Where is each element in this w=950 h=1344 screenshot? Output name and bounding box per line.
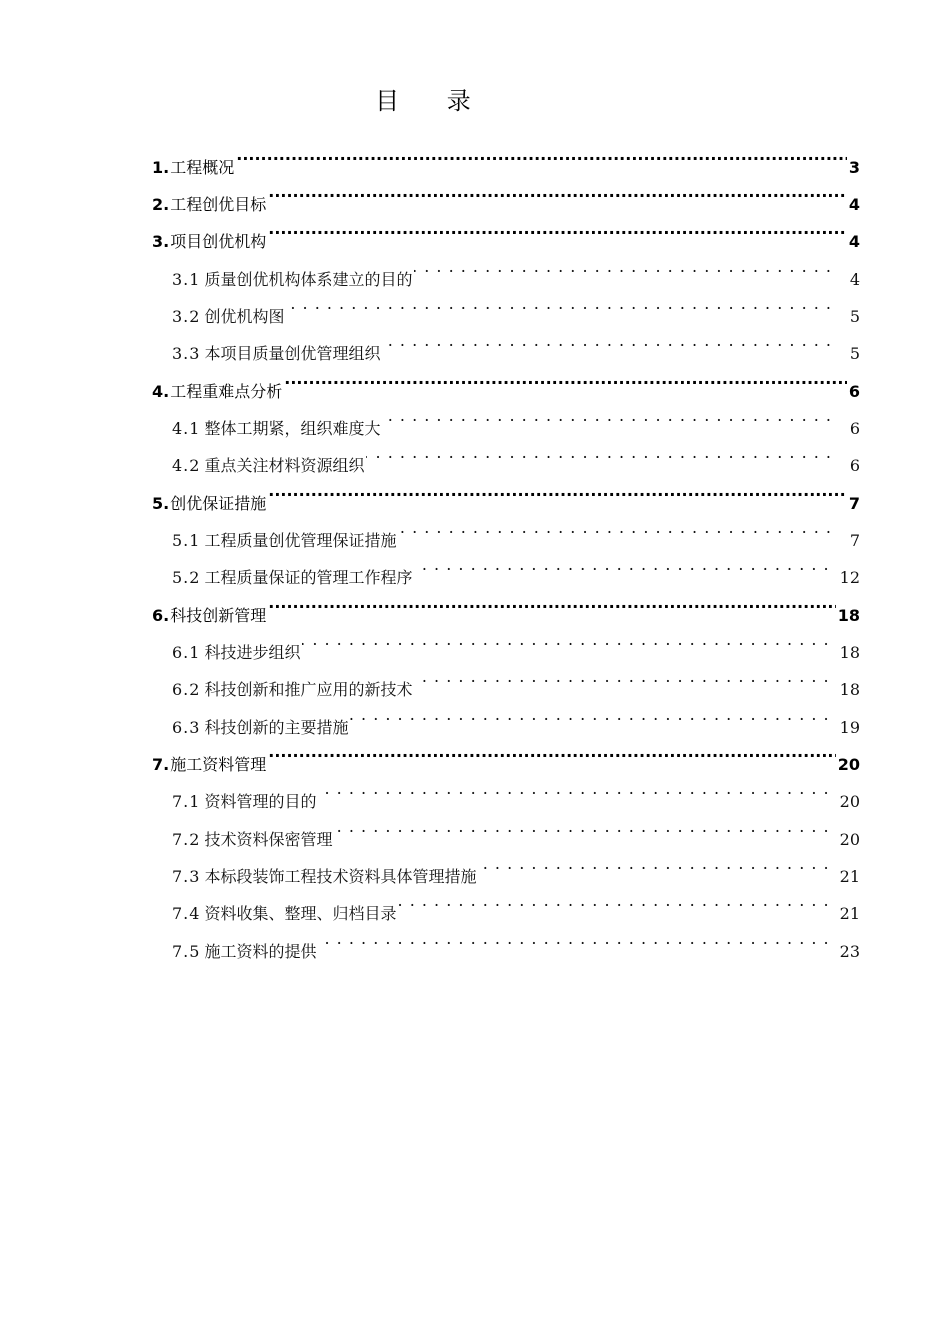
dot-leader bbox=[382, 322, 832, 359]
toc-entry-number: 6.2 bbox=[172, 680, 201, 699]
toc-entry-page: 20 bbox=[837, 755, 860, 774]
dot-leader bbox=[284, 360, 847, 397]
dot-leader bbox=[268, 584, 836, 621]
toc-entry-4[interactable] bbox=[152, 360, 860, 401]
toc-entry-label: 施工资料管理 bbox=[170, 755, 267, 774]
toc-entry-number: 7.5 bbox=[172, 942, 201, 961]
toc-entry-label: 科技进步组织 bbox=[204, 643, 301, 662]
toc-entry-number: 7.4 bbox=[172, 904, 201, 923]
dot-leader bbox=[318, 920, 829, 957]
toc-entry-7-4[interactable] bbox=[172, 882, 860, 923]
dot-leader bbox=[268, 472, 847, 509]
toc-entry-label: 创优保证措施 bbox=[170, 494, 267, 513]
toc-entry-number: 7.1 bbox=[172, 792, 201, 811]
toc-entry-6-1[interactable] bbox=[172, 621, 860, 662]
toc-entry-page: 6 bbox=[848, 382, 860, 401]
toc-entry-label: 质量创优机构体系建立的目的 bbox=[204, 270, 413, 289]
toc-entry-6-3[interactable] bbox=[172, 696, 860, 737]
toc-entry-number: 1. bbox=[152, 158, 170, 177]
toc-entry-number: 3.1 bbox=[172, 270, 201, 289]
dot-leader bbox=[414, 248, 832, 285]
toc-entry-page: 6 bbox=[849, 456, 860, 475]
toc-entry-page: 18 bbox=[839, 643, 860, 662]
dot-leader bbox=[478, 845, 829, 882]
toc-entry-page: 3 bbox=[848, 158, 860, 177]
toc-entry-label: 整体工期紧，组织难度大 bbox=[204, 419, 381, 438]
toc-entry-label: 工程重难点分析 bbox=[170, 382, 283, 401]
toc-entry-label: 项目创优机构 bbox=[170, 232, 267, 251]
toc-entry-1[interactable] bbox=[152, 136, 860, 177]
dot-leader bbox=[318, 770, 829, 807]
toc-entry-number: 2. bbox=[152, 195, 170, 214]
toc-entry-7-2[interactable] bbox=[172, 808, 860, 849]
toc-entry-page: 19 bbox=[839, 718, 860, 737]
toc-entry-page: 21 bbox=[839, 904, 860, 923]
toc-entry-label: 资料管理的目的 bbox=[204, 792, 317, 811]
toc-entry-label: 本项目质量创优管理组织 bbox=[204, 344, 381, 363]
toc-entry-5-1[interactable] bbox=[172, 509, 860, 550]
toc-entry-number: 6. bbox=[152, 606, 170, 625]
toc-entry-2[interactable] bbox=[152, 173, 860, 214]
toc-entry-label: 资料收集、整理、归档目录 bbox=[204, 904, 397, 923]
dot-leader bbox=[382, 397, 832, 434]
toc-entry-number: 7.2 bbox=[172, 830, 201, 849]
dot-leader bbox=[268, 173, 847, 210]
toc-entry-number: 6.3 bbox=[172, 718, 201, 737]
toc-entry-7-1[interactable] bbox=[172, 770, 860, 811]
toc-entry-4-1[interactable] bbox=[172, 397, 860, 438]
toc-entry-label: 创优机构图 bbox=[204, 307, 285, 326]
toc-entry-page: 7 bbox=[848, 494, 860, 513]
dot-leader bbox=[366, 434, 832, 471]
dot-leader bbox=[350, 696, 829, 733]
toc-entry-number: 3.2 bbox=[172, 307, 201, 326]
toc-entry-number: 5.2 bbox=[172, 568, 201, 587]
toc-entry-6-2[interactable] bbox=[172, 658, 860, 699]
toc-entry-3[interactable] bbox=[152, 210, 860, 251]
toc-entry-7[interactable] bbox=[152, 733, 860, 774]
toc-entry-3-2[interactable] bbox=[172, 285, 860, 326]
toc-entry-number: 5. bbox=[152, 494, 170, 513]
toc-entry-7-3[interactable] bbox=[172, 845, 860, 886]
toc-entry-4-2[interactable] bbox=[172, 434, 860, 475]
toc-entry-page: 20 bbox=[839, 830, 860, 849]
page-title: 目 录 bbox=[375, 87, 491, 115]
toc-entry-number: 4. bbox=[152, 382, 170, 401]
toc-entry-page: 5 bbox=[849, 307, 860, 326]
dot-leader bbox=[236, 136, 847, 173]
toc-entry-page: 23 bbox=[839, 942, 860, 961]
toc-entry-label: 科技创新和推广应用的新技术 bbox=[204, 680, 413, 699]
toc-entry-number: 7.3 bbox=[172, 867, 201, 886]
dot-leader bbox=[414, 546, 829, 583]
toc-entry-label: 工程创优目标 bbox=[170, 195, 267, 214]
dot-leader bbox=[268, 733, 836, 770]
toc-entry-label: 施工资料的提供 bbox=[204, 942, 317, 961]
toc-entry-number: 4.1 bbox=[172, 419, 201, 438]
toc-entry-number: 6.1 bbox=[172, 643, 201, 662]
toc-entry-label: 科技创新管理 bbox=[170, 606, 267, 625]
toc-entry-page: 4 bbox=[849, 270, 860, 289]
toc-entry-label: 工程概况 bbox=[170, 158, 235, 177]
toc-entry-page: 4 bbox=[848, 232, 860, 251]
toc-entry-label: 工程质量创优管理保证措施 bbox=[204, 531, 397, 550]
toc-entry-7-5[interactable] bbox=[172, 920, 860, 961]
toc-entry-number: 4.2 bbox=[172, 456, 201, 475]
dot-leader bbox=[398, 509, 832, 546]
toc-entry-page: 5 bbox=[849, 344, 860, 363]
dot-leader bbox=[414, 658, 829, 695]
toc-entry-page: 18 bbox=[839, 680, 860, 699]
toc-entry-label: 本标段装饰工程技术资料具体管理措施 bbox=[204, 867, 477, 886]
toc-entry-page: 6 bbox=[849, 419, 860, 438]
toc-entry-5[interactable] bbox=[152, 472, 860, 513]
toc-entry-label: 科技创新的主要措施 bbox=[204, 718, 349, 737]
toc-entry-number: 3. bbox=[152, 232, 170, 251]
toc-entry-page: 20 bbox=[839, 792, 860, 811]
dot-leader bbox=[268, 210, 847, 247]
toc-entry-5-2[interactable] bbox=[172, 546, 860, 587]
toc-entry-number: 5.1 bbox=[172, 531, 201, 550]
dot-leader bbox=[398, 882, 829, 919]
dot-leader bbox=[334, 808, 829, 845]
toc-entry-page: 7 bbox=[849, 531, 860, 550]
dot-leader bbox=[286, 285, 832, 322]
toc-entry-label: 工程质量保证的管理工作程序 bbox=[204, 568, 413, 587]
dot-leader bbox=[302, 621, 829, 658]
toc-entry-number: 7. bbox=[152, 755, 170, 774]
toc-entry-number: 3.3 bbox=[172, 344, 201, 363]
toc-entry-page: 21 bbox=[839, 867, 860, 886]
toc-entry-label: 技术资料保密管理 bbox=[204, 830, 333, 849]
toc-entry-3-1[interactable] bbox=[172, 248, 860, 289]
toc-entry-page: 4 bbox=[848, 195, 860, 214]
toc-entry-page: 12 bbox=[839, 568, 860, 587]
toc-entry-label: 重点关注材料资源组织 bbox=[204, 456, 365, 475]
toc-entry-page: 18 bbox=[837, 606, 860, 625]
toc-entry-6[interactable] bbox=[152, 584, 860, 625]
toc-entry-3-3[interactable] bbox=[172, 322, 860, 363]
